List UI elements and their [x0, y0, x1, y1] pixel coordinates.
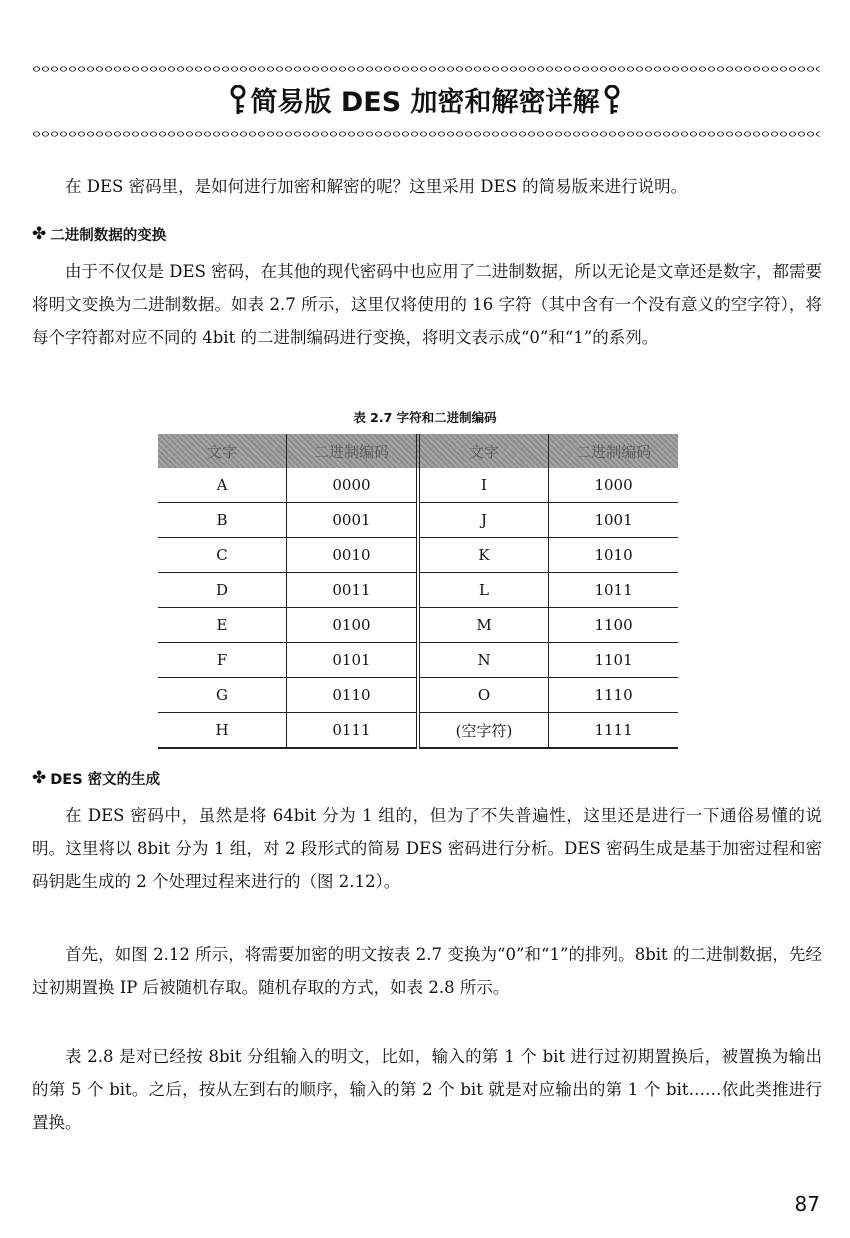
table-cell: 0000: [287, 468, 418, 503]
table-cell: A: [158, 468, 287, 503]
table-cell: 0010: [287, 538, 418, 573]
table-cell: I: [418, 468, 549, 503]
header-char: 文字: [158, 434, 287, 468]
table-caption: 表 2.7 字符和二进制编码: [353, 410, 497, 425]
decorative-border-top: [32, 63, 820, 75]
table-cell: L: [418, 573, 549, 608]
des-paragraph-3: 表 2.8 是对已经按 8bit 分组输入的明文，比如，输入的第 1 个 bit 进行过初期置换后，被置换为输出的第 5 个 bit。之后，按从左到右的顺序，输入的第 2 个 bit 就是对应输出的第 1 个 bit……依此类推进行置换。: [32, 1047, 822, 1132]
clover-icon: ✤: [32, 768, 47, 788]
table-cell: 0100: [287, 608, 418, 643]
table-cell: 1000: [549, 468, 678, 503]
table-cell: J: [418, 503, 549, 538]
table-row: [158, 608, 678, 643]
table-cell: 1101: [549, 643, 678, 678]
binary-paragraph: 由于不仅仅是 DES 密码，在其他的现代密码中也应用了二进制数据，所以无论是文章还是数字，都需要将明文变换为二进制数据。如表 2.7 所示，这里仅将使用的 16 字符（其中含有一个没有意义的空字符），将每个字符都对应不同的 4bit 的二进制编码进行变换，将明文表示成“0”和“1”的系列。: [32, 262, 822, 347]
section-heading-des-text: DES 密文的生成: [50, 772, 161, 788]
table-cell: 0101: [287, 643, 418, 678]
table-cell: 0001: [287, 503, 418, 538]
table-cell: N: [418, 643, 549, 678]
header-char: 文字: [418, 434, 549, 468]
table-row: [158, 573, 678, 608]
des-paragraph-1: 在 DES 密码中，虽然是将 64bit 分为 1 组的，但为了不失普遍性，这里还是进行一下通俗易懂的说明。这里将以 8bit 分为 1 组，对 2 段形式的简易 DES 密码进行分析。DES 密码生成是基于加密过程和密码钥匙生成的 2 个处理过程来进行的（图 2.12）。: [32, 806, 822, 891]
header-code: 二进制编码: [549, 434, 678, 468]
table-cell: C: [158, 538, 287, 573]
section-heading-binary-text: 二进制数据的变换: [50, 228, 167, 244]
table-cell: E: [158, 608, 287, 643]
table-cell: 1011: [549, 573, 678, 608]
table-cell: O: [418, 678, 549, 713]
table-cell: K: [418, 538, 549, 573]
table-cell: 1001: [549, 503, 678, 538]
table-row: [158, 678, 678, 713]
table-cell: F: [158, 643, 287, 678]
key-icon: [230, 85, 246, 122]
table-row: [158, 503, 678, 538]
table-cell: D: [158, 573, 287, 608]
table-row: [158, 538, 678, 573]
table-cell: 0111: [287, 713, 418, 749]
table-row: [158, 713, 678, 749]
table-row: [158, 468, 678, 503]
table-cell: B: [158, 503, 287, 538]
character-code-table: [158, 434, 678, 749]
section-heading-binary: [32, 224, 166, 245]
table-cell: 1111: [549, 713, 678, 749]
intro-paragraph: 在 DES 密码里，是如何进行加密和解密的呢？这里采用 DES 的简易版来进行说明。: [65, 177, 688, 196]
page-title: [0, 80, 850, 122]
table-cell: 0011: [287, 573, 418, 608]
table-cell: 1110: [549, 678, 678, 713]
table-cell: (空字符): [418, 713, 549, 749]
des-paragraph-2: 首先，如图 2.12 所示，将需要加密的明文按表 2.7 变换为“0”和“1”的排列。8bit 的二进制数据，先经过初期置换 IP 后被随机存取。随机存取的方式，如表 2.8 所示。: [32, 945, 822, 997]
table-cell: 1100: [549, 608, 678, 643]
table-cell: 0110: [287, 678, 418, 713]
clover-icon: ✤: [32, 224, 47, 244]
table-cell: 1010: [549, 538, 678, 573]
key-icon: [604, 85, 620, 122]
page-number: 87: [794, 1192, 820, 1216]
table-header-row: [158, 434, 678, 468]
header-code: 二进制编码: [287, 434, 418, 468]
table-cell: H: [158, 713, 287, 749]
table-cell: G: [158, 678, 287, 713]
table-row: [158, 643, 678, 678]
page-title-text: 简易版 DES 加密和解密详解: [250, 87, 600, 118]
table-cell: M: [418, 608, 549, 643]
section-heading-des: [32, 768, 160, 789]
decorative-border-bottom: [32, 128, 820, 140]
